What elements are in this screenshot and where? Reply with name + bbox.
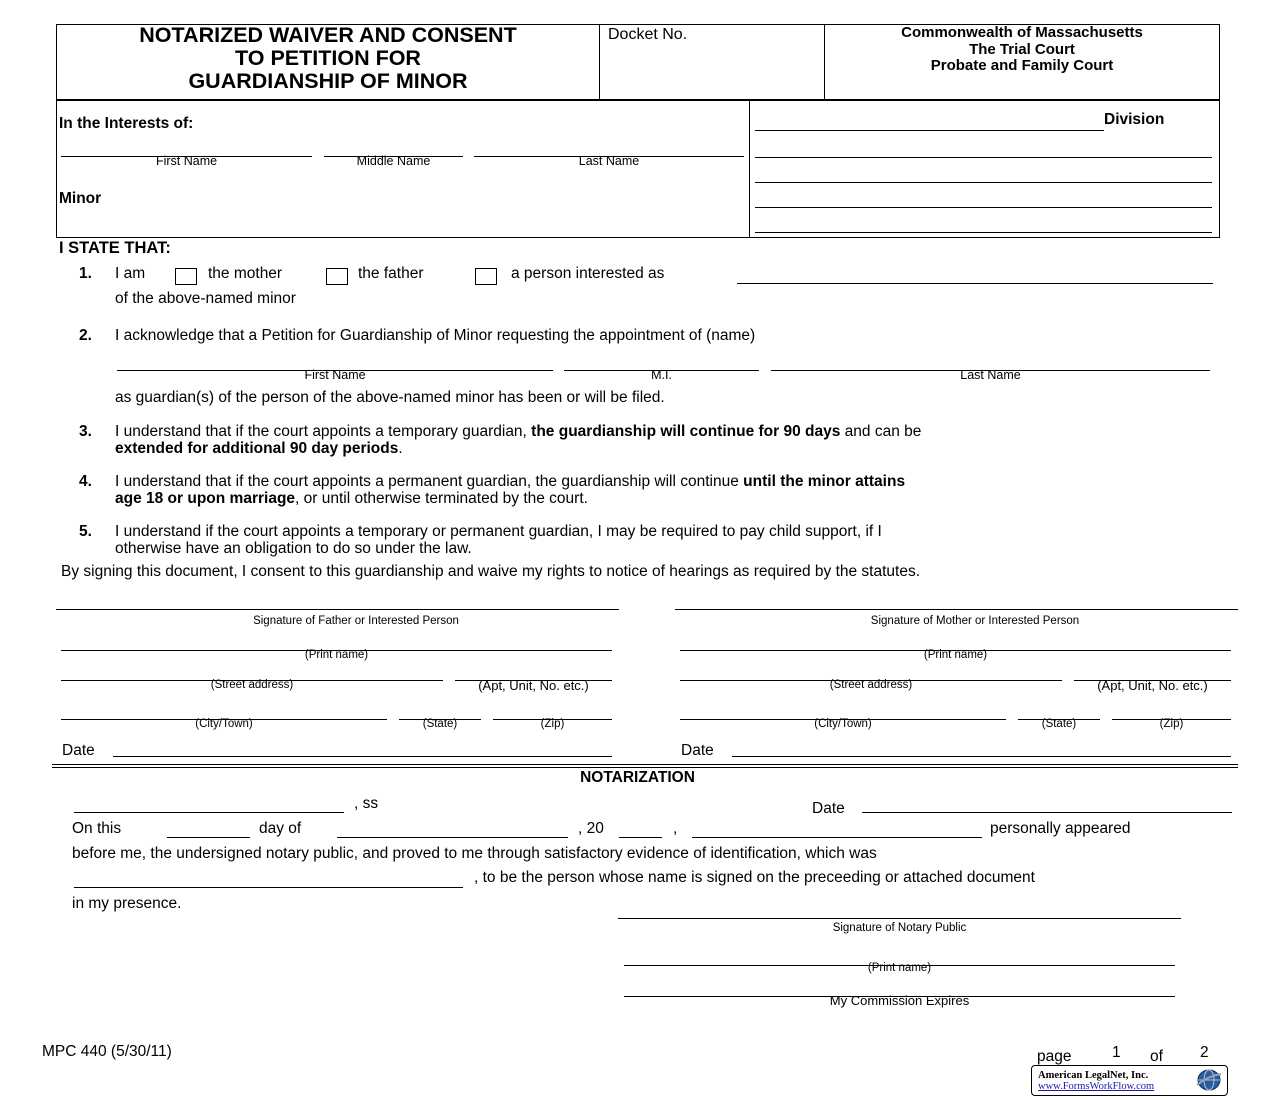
mother-checkbox[interactable]	[175, 268, 197, 285]
interests-divider	[749, 99, 750, 237]
minor-label: Minor	[59, 190, 102, 207]
statement-1-number: 1.	[79, 265, 92, 282]
interests-box	[56, 99, 1220, 238]
statement-3-number: 3.	[79, 423, 92, 440]
minor-middle-name-caption: Middle Name	[356, 154, 431, 168]
interested-person-checkbox[interactable]	[475, 268, 497, 285]
header-divider-1	[599, 24, 600, 100]
father-street-caption: (Street address)	[210, 679, 294, 691]
division-line-4[interactable]	[755, 207, 1212, 208]
father-apt-caption: (Apt, Unit, No. etc.)	[478, 678, 589, 693]
minor-first-name-caption: First Name	[155, 154, 218, 168]
court-name	[826, 25, 1218, 75]
interested-as-field[interactable]	[737, 283, 1213, 284]
mother-zip-caption: (Zip)	[1159, 718, 1184, 730]
county-field[interactable]	[74, 812, 344, 813]
notarization-heading: NOTARIZATION	[580, 769, 695, 786]
mother-print-name-caption: (Print name)	[923, 649, 988, 661]
notary-print-name-caption: (Print name)	[867, 962, 932, 974]
father-city-caption: (City/Town)	[195, 718, 253, 730]
division-field[interactable]	[755, 130, 1104, 131]
notary-signature-caption: Signature of Notary Public	[832, 922, 967, 934]
statement-2-number: 2.	[79, 327, 92, 344]
statement-3-part-a: I understand that if the court appoints a temporary guardian,	[115, 423, 532, 440]
father-date-label: Date	[62, 742, 95, 759]
notary-signature-field[interactable]	[618, 918, 1181, 919]
statements-heading: I STATE THAT:	[59, 239, 171, 257]
appearing-person-field[interactable]	[692, 837, 982, 838]
mother-apt-caption: (Apt, Unit, No. etc.)	[1097, 678, 1208, 693]
father-zip-caption: (Zip)	[540, 718, 565, 730]
i-am-label: I am	[115, 265, 146, 282]
father-signature-caption: Signature of Father or Interested Person	[253, 615, 459, 627]
statement-3-part-c: and can be	[840, 423, 922, 440]
statement-3-text	[115, 423, 1225, 457]
day-of-label: day of	[259, 820, 302, 837]
logo-company-name: American LegalNet, Inc.	[1038, 1070, 1149, 1081]
statement-2-tail: as guardian(s) of the person of the above-named minor has been or will be filed.	[115, 389, 665, 406]
form-title-line-2: TO PETITION FOR	[235, 46, 421, 70]
form-title	[60, 24, 596, 93]
ss-label: , ss	[354, 795, 379, 812]
statement-5-text	[115, 523, 1225, 557]
notary-date-label: Date	[812, 800, 845, 817]
division-label: Division	[1104, 111, 1165, 128]
father-print-name-caption: (Print name)	[304, 649, 369, 661]
mother-date-label: Date	[681, 742, 714, 759]
statement-4-text	[115, 473, 1225, 507]
mother-label: the mother	[208, 265, 283, 282]
statement-4-part-b: until the minor attains	[743, 473, 906, 490]
to-be-person-text: , to be the person whose name is signed on the preceeding or attached document	[474, 869, 1035, 886]
notary-date-field[interactable]	[862, 812, 1232, 813]
statement-5-line-2: otherwise have an obligation to do so under the law.	[115, 540, 472, 557]
section-divider	[52, 764, 1238, 768]
statement-3-part-e: .	[398, 440, 403, 457]
mother-date-field[interactable]	[732, 756, 1231, 757]
court-line-1: Commonwealth of Massachusetts	[901, 24, 1143, 41]
docket-label: Docket No.	[608, 26, 688, 43]
american-legalnet-logo[interactable]	[1031, 1065, 1228, 1096]
page-number: 1	[1112, 1044, 1121, 1061]
page-label: page	[1037, 1048, 1072, 1065]
father-date-field[interactable]	[113, 756, 612, 757]
division-line-2[interactable]	[755, 157, 1212, 158]
logo-url[interactable]: www.FormsWorkFlow.com	[1038, 1081, 1155, 1092]
statement-3-part-d: extended for additional 90 day periods	[115, 440, 399, 457]
personally-appeared-label: personally appeared	[990, 820, 1131, 837]
statement-4-part-a: I understand that if the court appoints a permanent guardian, the guardianship will continue	[115, 473, 744, 490]
mother-street-caption: (Street address)	[829, 679, 913, 691]
minor-last-name-caption: Last Name	[578, 154, 640, 168]
before-me-text: before me, the undersigned notary public, and proved to me through satisfactory evidence of identification, which was	[72, 845, 877, 862]
identification-field[interactable]	[74, 887, 463, 888]
globe-icon	[1194, 1068, 1222, 1092]
mother-signature-caption: Signature of Mother or Interested Person	[870, 615, 1080, 627]
court-line-3: Probate and Family Court	[930, 57, 1114, 74]
day-field[interactable]	[167, 837, 250, 838]
division-line-3[interactable]	[755, 182, 1212, 183]
statement-5-line-1: I understand if the court appoints a temporary or permanent guardian, I may be required to pay child support, if I	[115, 523, 882, 540]
guardian-first-name-caption: First Name	[304, 368, 366, 382]
mother-state-caption: (State)	[1041, 718, 1077, 730]
form-id: MPC 440 (5/30/11)	[42, 1043, 172, 1060]
father-label: the father	[358, 265, 424, 282]
statement-2-text: I acknowledge that a Petition for Guardianship of Minor requesting the appointment of (name)	[115, 327, 756, 344]
header-divider-2	[824, 24, 825, 100]
page-total: 2	[1200, 1044, 1209, 1061]
statement-5-number: 5.	[79, 523, 92, 540]
year-prefix-label: , 20	[578, 820, 604, 837]
division-line-5[interactable]	[755, 232, 1212, 233]
father-state-caption: (State)	[422, 718, 458, 730]
month-field[interactable]	[337, 837, 568, 838]
statement-3-part-b: the guardianship will continue for 90 days	[531, 423, 841, 440]
on-this-label: On this	[72, 820, 122, 837]
in-my-presence-text: in my presence.	[72, 895, 182, 912]
statement-1-line-2: of the above-named minor	[115, 290, 296, 307]
commission-caption: My Commission Expires	[829, 993, 970, 1008]
statement-4-part-c: age 18 or upon marriage	[115, 490, 296, 507]
interests-label: In the Interests of:	[59, 115, 194, 132]
father-signature-field[interactable]	[56, 609, 619, 610]
father-checkbox[interactable]	[326, 268, 348, 285]
guardian-mi-caption: M.I.	[651, 368, 672, 382]
mother-signature-field[interactable]	[675, 609, 1238, 610]
court-line-2: The Trial Court	[969, 40, 1075, 58]
form-title-line-3: GUARDIANSHIP OF MINOR	[188, 69, 468, 93]
statement-4-part-d: , or until otherwise terminated by the court.	[295, 490, 588, 507]
form-title-line-1: NOTARIZED WAIVER AND CONSENT	[139, 23, 517, 47]
appeared-comma: ,	[673, 820, 678, 837]
consent-statement: By signing this document, I consent to this guardianship and waive my rights to notice of hearings as required by the statutes.	[61, 563, 921, 580]
year-field[interactable]	[619, 837, 662, 838]
of-label: of	[1150, 1048, 1163, 1065]
guardian-last-name-caption: Last Name	[960, 368, 1021, 382]
mother-city-caption: (City/Town)	[814, 718, 872, 730]
interested-person-label: a person interested as	[511, 265, 665, 282]
statement-4-number: 4.	[79, 473, 92, 490]
